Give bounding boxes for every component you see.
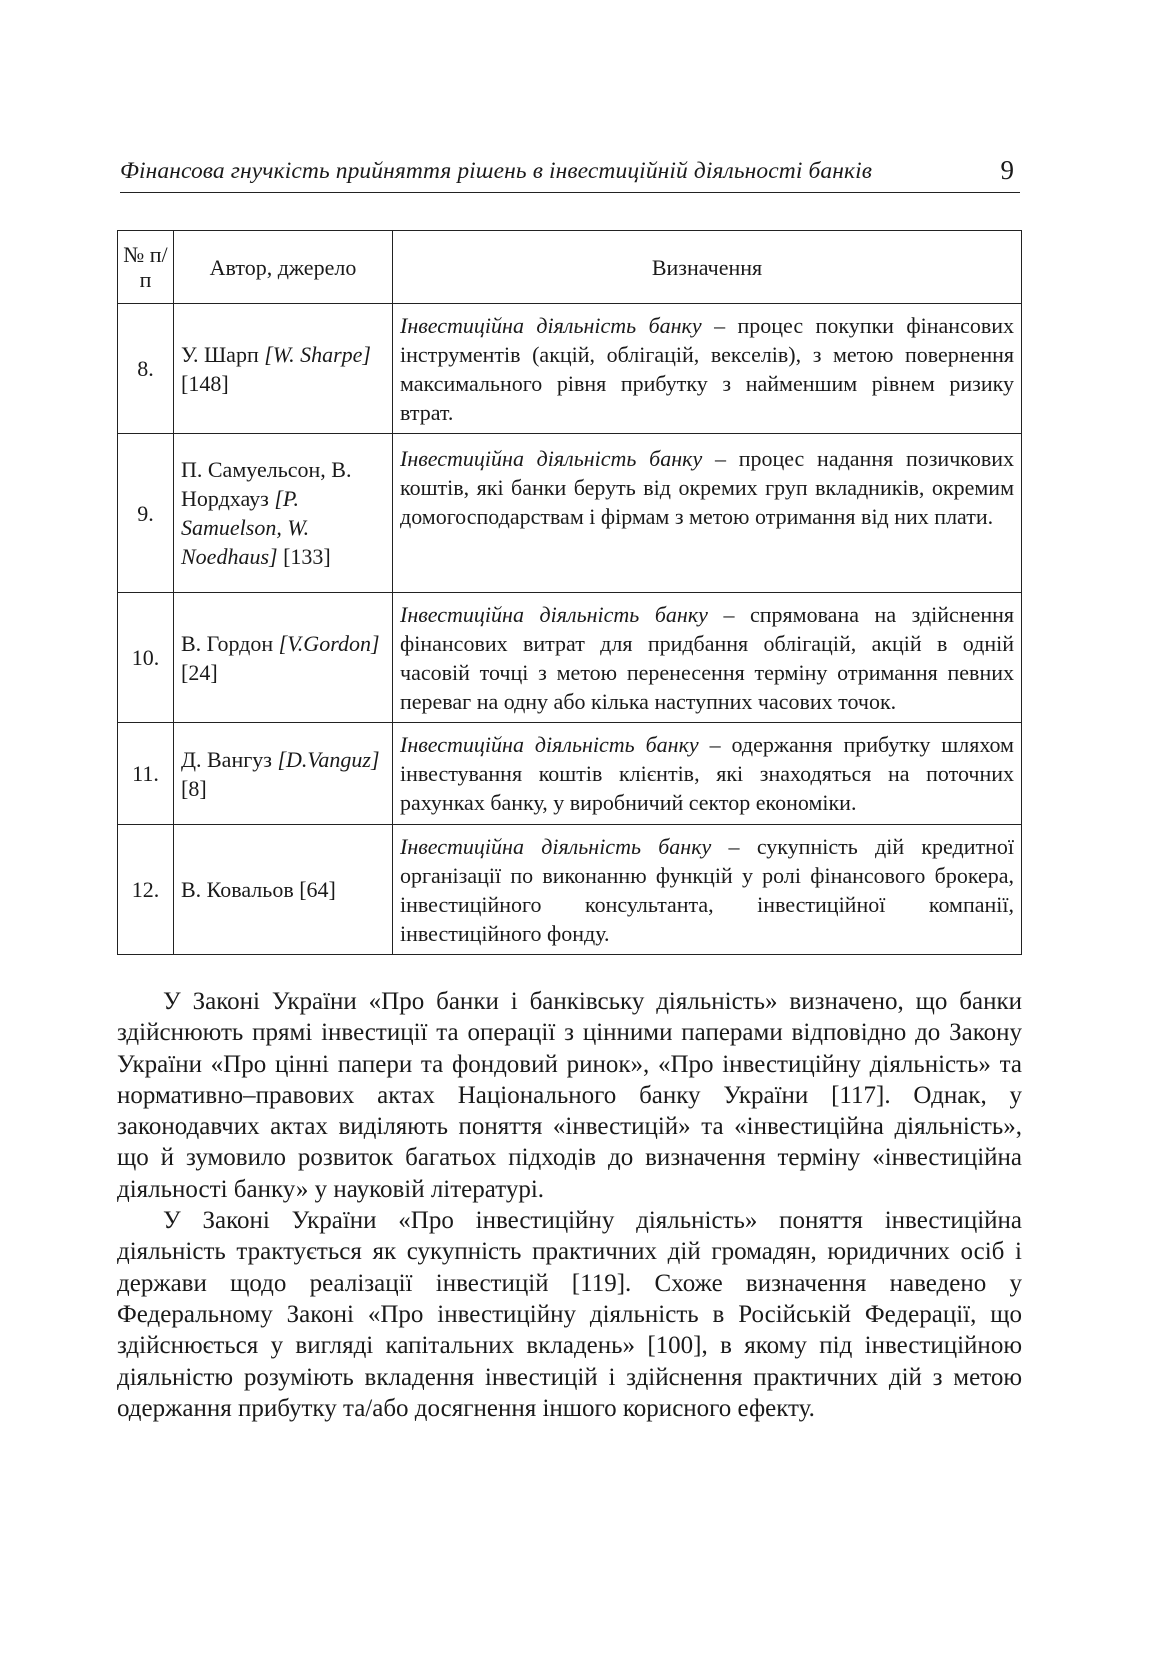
definition-text: – процес надання позичкових коштів, які банки беруть від окремих груп вкладників, окремим домогосподарствам і фірмам з метою отримання від них плати.	[400, 446, 1014, 529]
definition-text: – спрямована на здійснення фінансових витрат для придбання облігацій, акцій в одній часовій точці з метою перенесення терміну отримання певних переваг на одну або кілька наступних часових точок.	[400, 601, 1014, 714]
author-name: Д. Вангуз	[181, 746, 278, 772]
row-number: 11.	[118, 723, 174, 825]
definitions-table	[117, 230, 1022, 955]
row-definition	[393, 723, 1022, 825]
definition-text: – процес покупки фінансових інструментів (акцій, облігацій, векселів), з метою повернення максимального рівня прибутку з найменшим рівнем ризику втрат.	[400, 312, 1014, 425]
body-text	[117, 986, 1022, 1424]
author-citation: [D.Vanguz]	[277, 746, 380, 772]
author-name: В. Гордон	[181, 630, 279, 656]
author-citation: [W. Sharpe]	[264, 341, 371, 367]
table-row	[118, 825, 1022, 955]
row-author	[174, 593, 393, 723]
definition-term: Інвестиційна діяльність банку	[400, 833, 712, 859]
column-header-definition: Визначення	[393, 231, 1022, 304]
row-definition	[393, 825, 1022, 955]
author-name: П. Самуельсон, В. Нордхауз	[181, 457, 352, 511]
table-header-row	[118, 231, 1022, 304]
definition-term: Інвестиційна діяльність банку	[400, 601, 708, 627]
row-number: 8.	[118, 304, 174, 434]
paragraph: У Законі України «Про банки і банківську діяльність» визначено, що банки здійснюють прямі інвестиції та операції з цінними паперами відповідно до Закону України «Про цінні папери та фондовий ринок», «Про інвестиційну діяльність» та нормативно–правових актах Національного банку України [117]. Однак, у законодавчих актах виділяють поняття «інвестицій» та «інвестиційна діяльність», що й зумовило розвиток багатьох підходів до визначення терміну «інвестиційна діяльності банку» у науковій літературі.	[117, 988, 1022, 1203]
table-row	[118, 723, 1022, 825]
author-name: У. Шарп	[181, 341, 265, 367]
row-author	[174, 723, 393, 825]
row-definition	[393, 304, 1022, 434]
row-definition	[393, 593, 1022, 723]
table-row	[118, 304, 1022, 434]
row-author	[174, 304, 393, 434]
author-reference: [133]	[277, 544, 331, 569]
column-header-num: № п/п	[118, 231, 174, 304]
running-title: Фінансова гнучкість прийняття рішень в інвестиційній діяльності банків	[120, 158, 873, 184]
paragraph: У Законі України «Про інвестиційну діяльність» поняття інвестиційна діяльність трактується як сукупність практичних дій громадян, юридичних осіб і держави щодо реалізації інвестицій [119]. Схоже визначення наведено у Федеральному Законі «Про інвестиційну діяльність в Російській Федерації, що здійснюється у вигляді капітальних вкладень» [100], в якому під інвестиційною діяльністю розуміють вкладення інвестицій і здійснення практичних дій з метою одержання прибутку та/або досягнення іншого корисного ефекту.	[117, 1207, 1022, 1422]
row-definition	[393, 434, 1022, 593]
row-number: 10.	[118, 593, 174, 723]
row-author	[174, 825, 393, 955]
definition-text: – сукупність дій кредитної організації по виконанню функцій у ролі фінансового брокера, інвестиційного консультанта, інвестиційної компанії, інвестиційного фонду.	[400, 833, 1014, 946]
author-name: В. Ковальов [64]	[181, 877, 336, 902]
definition-term: Інвестиційна діяльність банку	[400, 732, 699, 757]
row-number: 12.	[118, 825, 174, 955]
row-number: 9.	[118, 434, 174, 593]
definition-text: – одержання прибутку шляхом інвестування коштів клієнтів, які знаходяться на поточних рахунках банку, у виробничий сектор економіки.	[400, 732, 1014, 815]
author-reference: [148]	[181, 370, 229, 396]
author-citation: [P. Samuelson, W. Noedhaus]	[181, 486, 310, 569]
author-reference: [8]	[181, 775, 207, 801]
row-author	[174, 434, 393, 593]
definition-term: Інвестиційна діяльність банку	[400, 446, 703, 471]
author-reference: [24]	[181, 659, 218, 685]
definition-term: Інвестиційна діяльність банку	[400, 312, 702, 338]
author-citation: [V.Gordon]	[278, 630, 380, 656]
running-header	[120, 155, 1020, 193]
page-number: 9	[1000, 155, 1014, 185]
column-header-author: Автор, джерело	[174, 231, 393, 304]
table-row	[118, 434, 1022, 593]
table-row	[118, 593, 1022, 723]
